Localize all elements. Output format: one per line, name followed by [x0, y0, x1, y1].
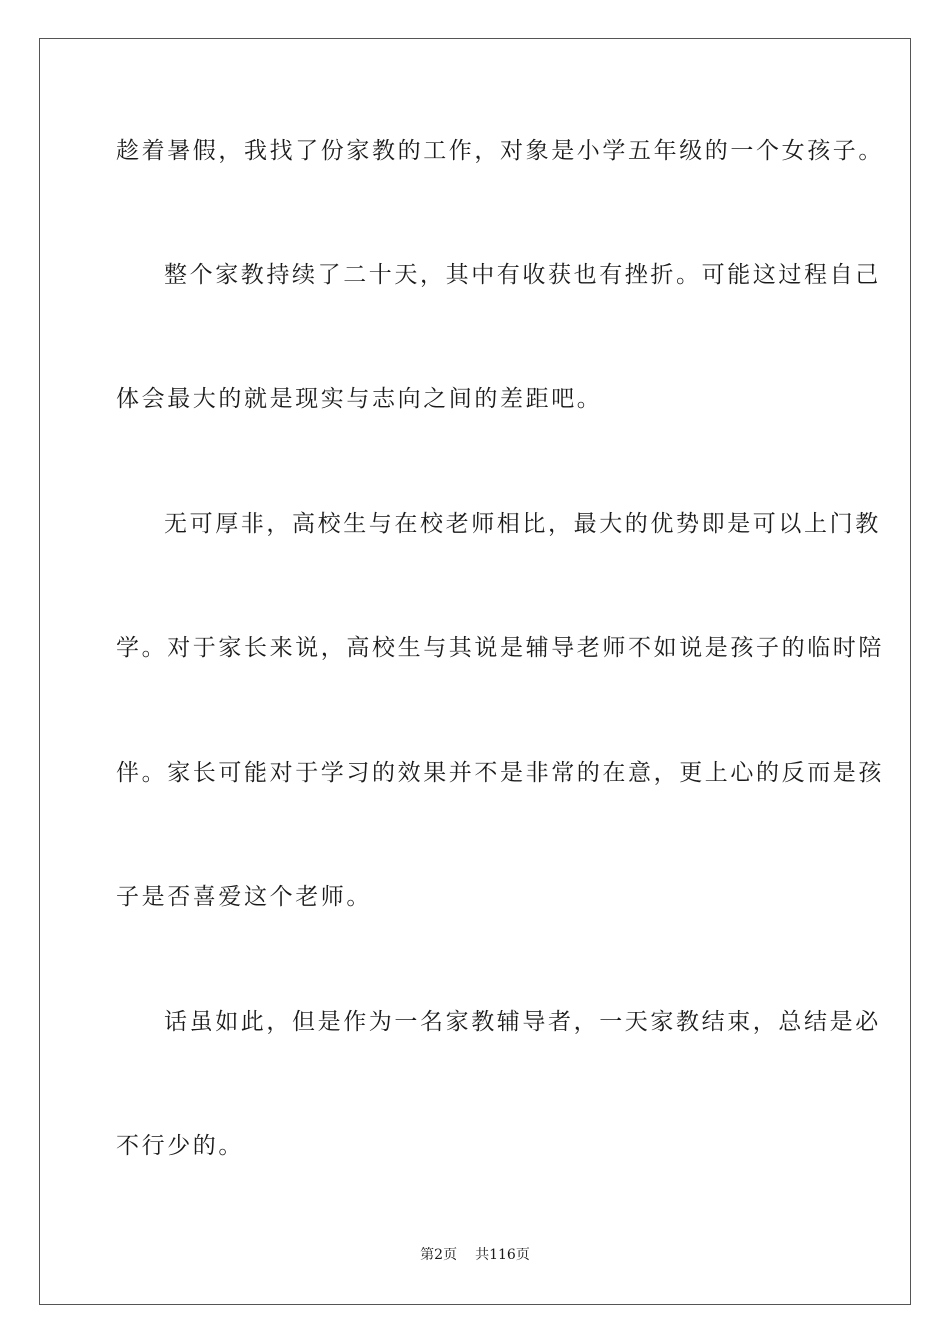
page-footer — [0, 1246, 950, 1264]
paragraph-line-4: 无可厚非，高校生与在校老师相比，最大的优势即是可以上门教 — [164, 511, 881, 537]
paragraph-line-9: 不行少的。 — [116, 1133, 244, 1159]
paragraph-line-7: 子是否喜爱这个老师。 — [116, 884, 372, 910]
paragraph-line-1: 趁着暑假，我找了份家教的工作，对象是小学五年级的一个女孩子。 — [116, 138, 884, 164]
paragraph-line-8: 话虽如此，但是作为一名家教辅导者，一天家教结束，总结是必 — [164, 1009, 881, 1035]
paragraph-line-2: 整个家教持续了二十天，其中有收获也有挫折。可能这过程自己 — [164, 262, 881, 288]
page-number: 第2页 — [420, 1247, 458, 1263]
page-total: 共116页 — [475, 1247, 530, 1263]
paragraph-line-5: 学。对于家长来说，高校生与其说是辅导老师不如说是孩子的临时陪 — [116, 635, 884, 661]
paragraph-line-6: 伴。家长可能对于学习的效果并不是非常的在意，更上心的反而是孩 — [116, 760, 884, 786]
paragraph-line-3: 体会最大的就是现实与志向之间的差距吧。 — [116, 386, 603, 412]
page-border — [39, 38, 911, 1305]
